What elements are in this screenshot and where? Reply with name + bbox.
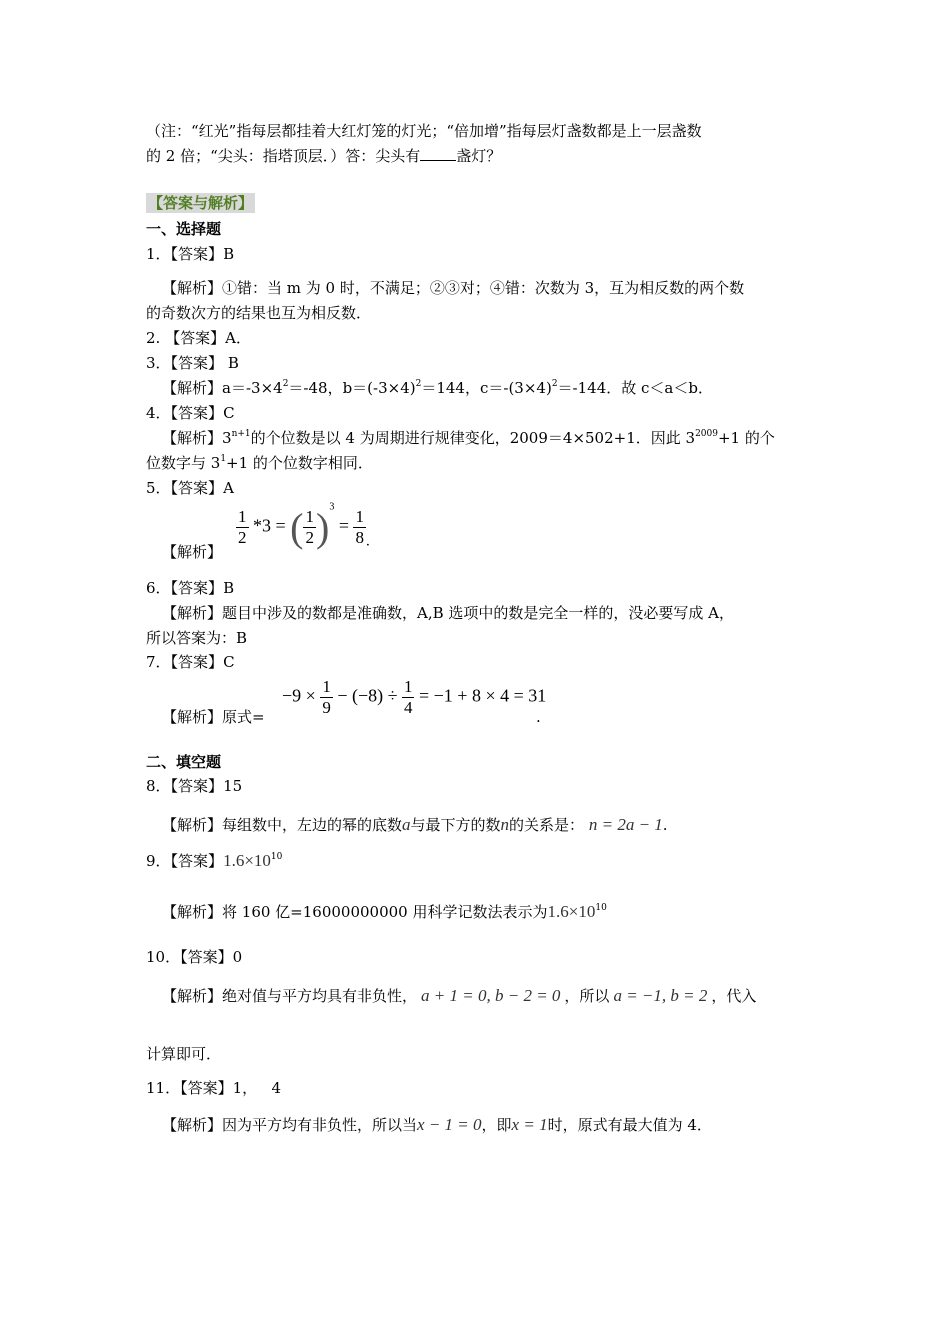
answer-blank [420, 145, 456, 161]
q6-exp-text: 题目中涉及的数都是准确数，A,B 选项中的数是完全一样的，没必要写成 A， [222, 604, 735, 622]
q5-frac-2-num: 1 [305, 507, 314, 526]
q9-exp-label: 【解析】 [162, 903, 223, 921]
q11-formula-1: x − 1 = 0 [417, 1115, 482, 1134]
q5-frac-3-num: 1 [355, 507, 364, 526]
q10-explanation-cont: 计算即可． [146, 1045, 222, 1063]
q3-exp-d: ＝-144．故 c＜a＜b． [557, 379, 713, 397]
q3-exp-b: ＝-48，b＝(-3×4) [288, 379, 416, 397]
q9-explanation [162, 901, 607, 923]
q3-sup-2: 2 [415, 379, 422, 389]
q8-dot: . [662, 816, 668, 834]
q6-answer-label: 【答案】 [170, 579, 224, 597]
q4-exp2-a: 位数字与 3 [146, 454, 221, 472]
q5-frac-3-den: 8 [355, 528, 364, 547]
q4-explanation [162, 427, 775, 449]
q10-exp-c: ，代入 [711, 987, 757, 1005]
q1-answer [146, 243, 234, 265]
q8-exp-c: 的关系是： [509, 816, 585, 834]
q10-exp-b: ，所以 [564, 987, 610, 1005]
q6-answer [146, 577, 234, 599]
q10-exp-label: 【解析】 [162, 987, 223, 1005]
q3-exp-label: 【解析】 [162, 379, 223, 397]
q3-explanation [162, 377, 713, 399]
q11-answer [146, 1077, 281, 1099]
q8-answer [146, 775, 242, 797]
q11-exp-b: ，即 [481, 1116, 512, 1134]
note-line-2-end: 盏灯？ [456, 147, 502, 165]
q5-paren-left: ( [290, 505, 304, 550]
q5-answer-value: A [223, 479, 234, 497]
q11-answer-value: 1， 4 [232, 1079, 282, 1097]
q3-sup-1: 2 [282, 379, 289, 389]
q5-frac-3 [353, 507, 366, 548]
q8-exp-a: 每组数中，左边的幂的底数 [222, 816, 403, 834]
q10-formula-2: a = −1, b = 2 [613, 986, 708, 1005]
q1-answer-value: B [223, 245, 235, 263]
q5-exp-label: 【解析】 [162, 543, 223, 561]
q7-frac-2-num: 1 [403, 677, 413, 696]
q9-answer [146, 850, 282, 872]
q7-exp-prefix: 原式= [222, 708, 265, 726]
q3-exp-a: a＝-3×4 [222, 379, 283, 397]
q11-exp-a: 因为平方均有非负性，所以当 [222, 1116, 418, 1134]
q5-number: 5． [146, 479, 171, 497]
q8-var-n: n [500, 815, 510, 834]
q4-explanation-cont [146, 452, 373, 474]
q4-answer-value: C [223, 404, 235, 422]
q7-frac-2 [402, 677, 415, 718]
q5-answer-label: 【答案】 [170, 479, 224, 497]
q1-explanation-cont: 的奇数次方的结果也互为相反数． [146, 304, 372, 322]
q5-power: 3 [329, 501, 335, 513]
q4-exp2-sup: 1 [220, 454, 227, 464]
q9-exp-text: 将 160 亿=16000000000 用科学记数法表示为 [222, 903, 548, 921]
q8-explanation [162, 814, 668, 836]
q10-answer-value: 0 [232, 948, 243, 966]
q9-exp-sup: 10 [595, 903, 607, 913]
q3-answer-value: B [223, 354, 239, 372]
q1-answer-label: 【答案】 [170, 245, 224, 263]
fill-section-heading: 二、填空题 [146, 753, 222, 771]
q4-exp-a: 3 [222, 429, 232, 447]
q8-var-a: a [402, 815, 411, 834]
q4-answer-label: 【答案】 [170, 404, 224, 422]
q7-part-b: − (−8) ÷ [337, 685, 398, 706]
q4-number: 4． [146, 404, 171, 422]
q6-explanation-cont: 所以答案为：B [146, 629, 248, 647]
q2-number: 2. [146, 329, 161, 347]
q4-exp-c: +1 的个 [717, 429, 775, 447]
q5-frac-2 [303, 507, 316, 548]
q8-formula: n = 2a − 1 [588, 815, 663, 834]
q7-frac-2-den: 4 [403, 698, 413, 717]
q3-answer [146, 352, 239, 374]
q8-exp-b: 与最下方的数 [410, 816, 501, 834]
q9-exp-value: 1.6×10 [547, 902, 596, 921]
q4-sup-b: 2009 [695, 429, 718, 439]
q3-exp-c: ＝144，c＝-(3×4) [421, 379, 552, 397]
q8-answer-label: 【答案】 [170, 777, 224, 795]
q11-answer-label: 【答案】 [180, 1079, 233, 1097]
q8-answer-value: 15 [223, 777, 243, 795]
q5-frac-2-den: 2 [305, 528, 314, 547]
q11-formula-2: x = 1 [511, 1115, 548, 1134]
q7-number: 7． [146, 653, 171, 671]
q7-frac-1 [320, 677, 333, 718]
q5-frac-1-num: 1 [238, 507, 247, 526]
q7-frac-1-num: 1 [322, 677, 331, 696]
q6-answer-value: B [223, 579, 235, 597]
q2-answer-value: A． [225, 329, 251, 347]
q7-answer-value: C [223, 653, 235, 671]
q11-number: 11． [146, 1079, 181, 1097]
choice-section-heading: 一、选择题 [146, 220, 222, 238]
q4-exp-b: 的个位数是以 4 为周期进行规律变化，2009＝4×502+1．因此 3 [250, 429, 696, 447]
q7-exp-label: 【解析】 [162, 708, 223, 726]
q8-exp-label: 【解析】 [162, 816, 223, 834]
q4-exp2-b: +1 的个位数字相同． [226, 454, 373, 472]
q10-explanation [162, 985, 756, 1007]
q7-frac-1-den: 9 [322, 698, 331, 717]
q1-exp-text: ①错：当 m 为 0 时，不满足；②③对；④错：次数为 3，互为相反数的两个数 [222, 279, 745, 297]
answers-section-title [146, 192, 255, 214]
q11-exp-label: 【解析】 [162, 1116, 223, 1134]
q5-formula [236, 501, 370, 551]
q7-formula [282, 677, 546, 718]
note-line-2-text: 的 2 倍；“尖头：指塔顶层．）答：尖头有 [146, 147, 421, 165]
q7-explanation [162, 706, 265, 728]
q5-frac-1-den: 2 [238, 528, 247, 547]
q9-answer-value: 1.6×10 [223, 851, 271, 870]
q10-answer [146, 946, 242, 968]
q6-number: 6． [146, 579, 171, 597]
q10-number: 10． [146, 948, 181, 966]
q5-answer [146, 477, 234, 499]
q10-answer-label: 【答案】 [180, 948, 233, 966]
note-line-1: （注：“红光”指每层都挂着大红灯笼的灯光；“倍加增”指每层灯盏数都是上一层盏数 [146, 122, 702, 140]
q8-number: 8． [146, 777, 171, 795]
q1-exp-label: 【解析】 [162, 279, 223, 297]
q3-sup-3: 2 [551, 379, 558, 389]
q2-answer [146, 327, 251, 349]
q5-dot: . [365, 533, 370, 550]
q7-part-a: −9 × [282, 685, 316, 706]
q4-sup-a: n+1 [231, 429, 251, 439]
q3-answer-label: 【答案】 [170, 354, 224, 372]
q7-dot: . [536, 708, 541, 726]
q2-answer-label: 【答案】 [165, 329, 226, 347]
q5-star: *3 = [253, 515, 286, 536]
q10-formula-1: a + 1 = 0, b − 2 = 0 [421, 986, 561, 1005]
q7-answer [146, 651, 235, 673]
q9-answer-sup: 10 [270, 852, 283, 862]
q5-frac-1 [236, 507, 249, 548]
q1-explanation [162, 277, 744, 299]
q3-number: 3． [146, 354, 171, 372]
q6-explanation [162, 602, 734, 624]
q11-exp-c: 时，原式有最大值为 4． [547, 1116, 712, 1134]
q7-part-c: = −1 + 8 × 4 = 31 [418, 685, 547, 706]
q9-number: 9． [146, 852, 171, 870]
answers-title-highlight: 【答案与解析】 [148, 194, 254, 212]
q6-exp-label: 【解析】 [162, 604, 223, 622]
q11-explanation [162, 1114, 712, 1136]
q10-exp-a: 绝对值与平方均具有非负性， [222, 987, 418, 1005]
q4-answer [146, 402, 235, 424]
q9-answer-label: 【答案】 [170, 852, 224, 870]
q7-answer-label: 【答案】 [170, 653, 224, 671]
note-line-2 [146, 145, 501, 167]
q4-exp-label: 【解析】 [162, 429, 223, 447]
q1-number: 1． [146, 245, 171, 263]
q5-paren-right: ) [315, 505, 330, 550]
q5-equals: = [338, 515, 349, 536]
